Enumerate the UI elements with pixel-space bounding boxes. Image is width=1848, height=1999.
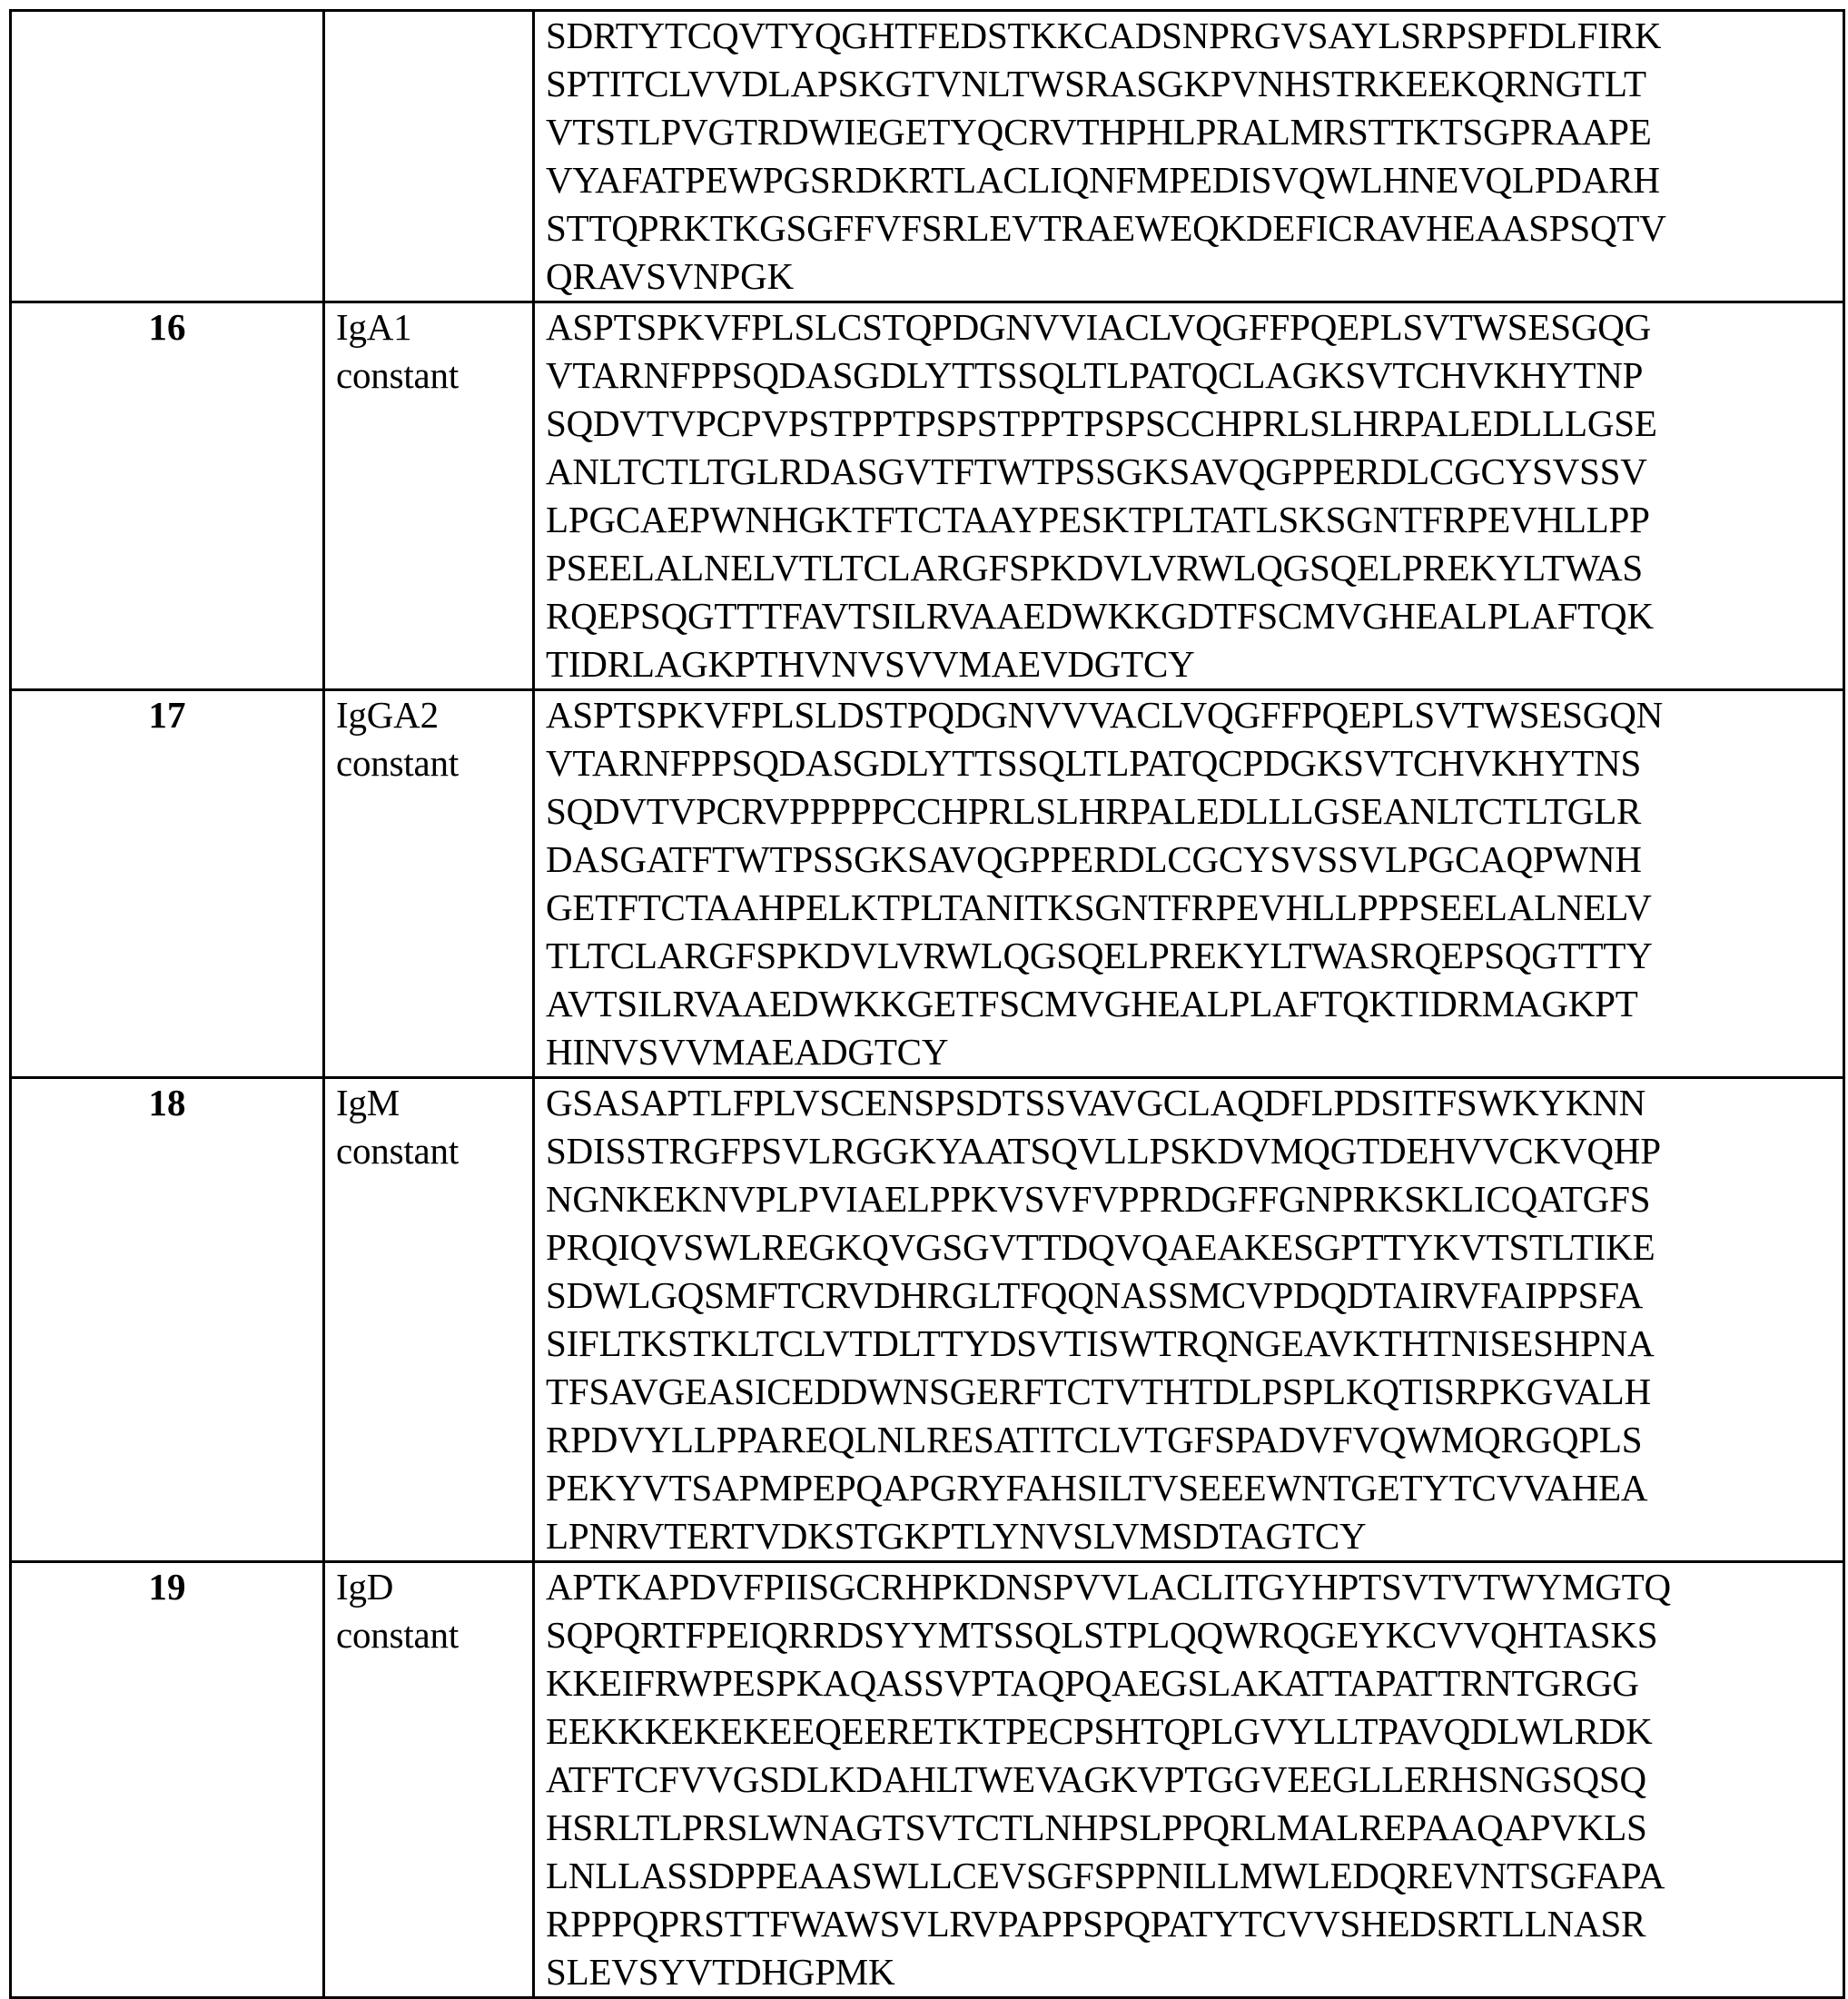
sequence-line: DASGATFTWTPSSGKSAVQGPPERDLCGCYSVSSVLPGCAQPWNH	[546, 836, 1832, 884]
sequence-cell	[534, 690, 1844, 1078]
sequence-line: VYAFATPEWPGSRDKRTLACLIQNFMPEDISVQWLHNEVQLPDARH	[546, 156, 1832, 204]
sequence-cell	[534, 1562, 1844, 1998]
seq-id-cell	[11, 302, 324, 690]
sequence-line: PEKYVTSAPMPEPQAPGRYFAHSILTVSEEEWNTGETYTCVVAHEA	[546, 1464, 1832, 1512]
sequence-line: RPPPQPRSTTFWAWSVLRVPAPPSPQPATYTCVVSHEDSRTLLNASR	[546, 1900, 1832, 1948]
table-row	[11, 11, 1844, 302]
name-line-2: constant	[336, 1611, 521, 1659]
sequence-line: SPTITCLVVDLAPSKGTVNLTWSRASGKPVNHSTRKEEKQRNGTLT	[546, 60, 1832, 108]
sequence-line: SDRTYTCQVTYQGHTFEDSTKKCADSNPRGVSAYLSRPSPFDLFIRK	[546, 12, 1832, 60]
sequence-line: SIFLTKSTKLTCLVTDLTTYDSVTISWTRQNGEAVKTHTNISESHPNA	[546, 1320, 1832, 1368]
sequence-line: QRAVSVNPGK	[546, 252, 1832, 301]
name-line-1: IgD	[336, 1563, 521, 1611]
name-line-2: constant	[336, 351, 521, 400]
table-row	[11, 1562, 1844, 1998]
sequence-line: ASPTSPKVFPLSLDSTPQDGNVVVACLVQGFFPQEPLSVTWSESGQN	[546, 691, 1832, 739]
sequence-line: KKEIFRWPESPKAQASSVPTAQPQAEGSLAKATTAPATTRNTGRGG	[546, 1659, 1832, 1707]
sequence-line: HSRLTLPRSLWNAGTSVTCTLNHPSLPPQRLMALREPAAQAPVKLS	[546, 1804, 1832, 1852]
sequence-line: SQDVTVPCPVPSTPPTPSPSTPPTPSPSCCHPRLSLHRPALEDLLLGSE	[546, 400, 1832, 448]
seq-id-cell	[11, 690, 324, 1078]
sequence-line: ASPTSPKVFPLSLCSTQPDGNVVIACLVQGFFPQEPLSVTWSESGQG	[546, 303, 1832, 351]
sequence-line: TFSAVGEASICEDDWNSGERFTCTVTHTDLPSPLKQTISRPKGVALH	[546, 1368, 1832, 1416]
name-cell	[324, 302, 534, 690]
sequence-cell	[534, 1078, 1844, 1562]
sequence-line: SDWLGQSMFTCRVDHRGLTFQQNASSMCVPDQDTAIRVFAIPPSFA	[546, 1272, 1832, 1320]
table-row	[11, 1078, 1844, 1562]
sequence-line: PRQIQVSWLREGKQVGSGVTTDQVQAEAKESGPTTYKVTSTLTIKE	[546, 1223, 1832, 1272]
sequence-line: RQEPSQGTTTFAVTSILRVAAEDWKKGDTFSCMVGHEALPLAFTQK	[546, 592, 1832, 640]
table-row	[11, 302, 1844, 690]
seq-id: 17	[149, 694, 186, 736]
sequence-line: TIDRLAGKPTHVNVSVVMAEVDGTCY	[546, 640, 1832, 688]
name-line-1: IgA1	[336, 303, 521, 351]
sequence-cell	[534, 11, 1844, 302]
sequence-line: VTARNFPPSQDASGDLYTTSSQLTLPATQCPDGKSVTCHVKHYTNS	[546, 739, 1832, 787]
name-cell	[324, 1562, 534, 1998]
sequence-cell	[534, 302, 1844, 690]
sequence-line: NGNKEKNVPLPVIAELPPKVSVFVPPRDGFFGNPRKSKLICQATGFS	[546, 1175, 1832, 1223]
seq-id-cell	[11, 11, 324, 302]
name-line-2: constant	[336, 739, 521, 787]
seq-id-cell	[11, 1078, 324, 1562]
sequence-line: ATFTCFVVGSDLKDAHLTWEVAGKVPTGGVEEGLLERHSNGSQSQ	[546, 1756, 1832, 1804]
sequence-line: SQPQRTFPEIQRRDSYYMTSSQLSTPLQQWRQGEYKCVVQHTASKS	[546, 1611, 1832, 1659]
sequence-line: GSASAPTLFPLVSCENSPSDTSSVAVGCLAQDFLPDSITFSWKYKNN	[546, 1079, 1832, 1127]
table-row	[11, 690, 1844, 1078]
seq-id: 16	[149, 306, 186, 348]
sequence-line: SLEVSYVTDHGPMK	[546, 1948, 1832, 1996]
sequence-line: TLTCLARGFSPKDVLVRWLQGSQELPREKYLTWASRQEPSQGTTTY	[546, 932, 1832, 980]
sequence-line: PSEELALNELVTLTCLARGFSPKDVLVRWLQGSQELPREKYLTWAS	[546, 544, 1832, 592]
name-line-1: IgGA2	[336, 691, 521, 739]
sequence-line: GETFTCTAAHPELKTPLTANITKSGNTFRPEVHLLPPPSEELALNELV	[546, 884, 1832, 932]
sequence-line: STTQPRKTKGSGFFVFSRLEVTRAEWEQKDEFICRAVHEAASPSQTV	[546, 204, 1832, 252]
sequence-table	[9, 9, 1845, 1999]
sequence-line: SQDVTVPCRVPPPPPCCHPRLSLHRPALEDLLLGSEANLTCTLTGLR	[546, 787, 1832, 836]
seq-id-cell	[11, 1562, 324, 1998]
sequence-line: AVTSILRVAAEDWKKGETFSCMVGHEALPLAFTQKTIDRMAGKPT	[546, 980, 1832, 1028]
sequence-line: VTARNFPPSQDASGDLYTTSSQLTLPATQCLAGKSVTCHVKHYTNP	[546, 351, 1832, 400]
name-line-2: constant	[336, 1127, 521, 1175]
sequence-line: LPGCAEPWNHGKTFTCTAAYPESKTPLTATLSKSGNTFRPEVHLLPP	[546, 496, 1832, 544]
seq-id: 18	[149, 1082, 186, 1123]
sequence-line: VTSTLPVGTRDWIEGETYQCRVTHPHLPRALMRSTTKTSGPRAAPE	[546, 108, 1832, 156]
sequence-line: APTKAPDVFPIISGCRHPKDNSPVVLACLITGYHPTSVTVTWYMGTQ	[546, 1563, 1832, 1611]
name-cell	[324, 11, 534, 302]
sequence-line: RPDVYLLPPAREQLNLRESATITCLVTGFSPADVFVQWMQRGQPLS	[546, 1416, 1832, 1464]
sequence-line: LPNRVTERTVDKSTGKPTLYNVSLVMSDTAGTCY	[546, 1512, 1832, 1560]
name-cell	[324, 690, 534, 1078]
name-cell	[324, 1078, 534, 1562]
sequence-line: EEKKKEKEKEEQEERETKTPECPSHTQPLGVYLLTPAVQDLWLRDK	[546, 1707, 1832, 1756]
seq-id: 19	[149, 1566, 186, 1608]
sequence-line: HINVSVVMAEADGTCY	[546, 1028, 1832, 1076]
name-line-1: IgM	[336, 1079, 521, 1127]
sequence-line: ANLTCTLTGLRDASGVTFTWTPSSGKSAVQGPPERDLCGCYSVSSV	[546, 448, 1832, 496]
sequence-line: SDISSTRGFPSVLRGGKYAATSQVLLPSKDVMQGTDEHVVCKVQHP	[546, 1127, 1832, 1175]
sequence-line: LNLLASSDPPEAASWLLCEVSGFSPPNILLMWLEDQREVNTSGFAPA	[546, 1852, 1832, 1900]
